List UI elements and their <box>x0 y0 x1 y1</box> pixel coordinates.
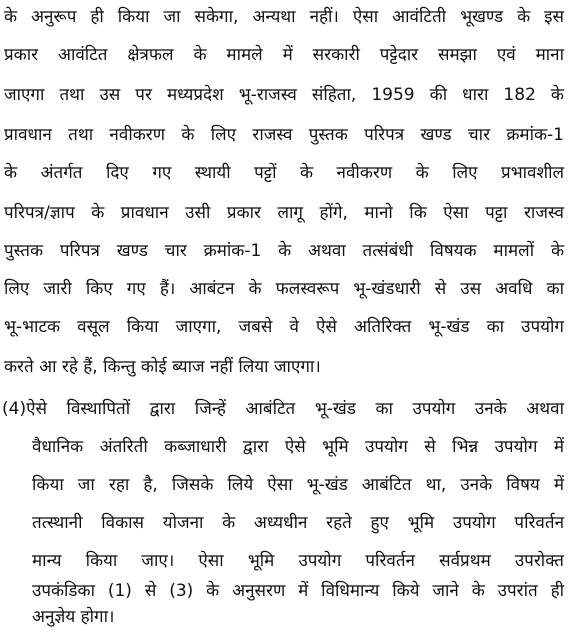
paragraph-1-line-4: प्रावधान तथा नवीकरण के लिए राजस्व पुस्तक परिपत्र खण्ड चार क्रमांक-1 <box>4 125 564 145</box>
paragraph-2-line-5: मान्य किया जाए। ऐसा भूमि उपयोग परिवर्तन सर्वप्रथम उपरोक्त <box>32 551 564 571</box>
paragraph-1-line-1: के अनुरूप ही किया जा सकेगा, अन्यथा नहीं। ऐसा आवंटिती भूखण्ड के इस <box>4 7 564 27</box>
paragraph-1-line-10: करते आ रहे हैं, किन्तु कोई ब्याज नहीं लिया जाएगा। <box>4 357 321 377</box>
paragraph-1-line-6: परिपत्र/ज्ञाप के प्रावधान उसी प्रकार लागू होंगे, मानो कि ऐसा पट्टा राजस्व <box>4 203 564 223</box>
paragraph-2-line-4: तत्स्थानी विकास योजना के अध्यधीन रहते हुए भूमि उपयोग परिवर्तन <box>32 513 564 533</box>
paragraph-2-line-1: (4)ऐसे विस्थापितों द्वारा जिन्हें आबंटित भू-खंड का उपयोग उनके अथवा <box>2 399 564 419</box>
paragraph-1-line-3: जाएगा तथा उस पर मध्यप्रदेश भू-राजस्व संहिता, 1959 की धारा 182 के <box>4 85 564 105</box>
paragraph-2-line-6: उपकंडिका (1) से (3) के अनुसरण में विधिमान्य किये जाने के उपरांत ही <box>32 581 564 601</box>
paragraph-1-line-5: के अंतर्गत दिए गए स्थायी पट्टों के नवीकरण के लिए प्रभावशील <box>4 163 564 183</box>
paragraph-2-line-7: अनुज्ञेय होगा। <box>32 607 115 627</box>
paragraph-1-line-8: लिए जारी किए गए हैं। आबंटन के फलस्वरूप भू-खंडधारी से उस अवधि का <box>4 279 564 299</box>
paragraph-1-line-9: भू-भाटक वसूल किया जाएगा, जबसे वे ऐसे अतिरिक्त भू-खंड का उपयोग <box>4 317 564 337</box>
paragraph-2-line-2: वैधानिक अंतरिती कब्जाधारी द्वारा ऐसे भूमि उपयोग से भिन्न उपयोग में <box>32 437 564 457</box>
paragraph-2-line-3: किया जा रहा है, जिसके लिये ऐसा भू-खंड आबंटित था, उनके विषय में <box>32 475 564 495</box>
paragraph-1-line-2: प्रकार आवंटित क्षेत्रफल के मामले में सरकारी पट्टेदार समझा एवं माना <box>4 45 564 65</box>
paragraph-1-line-7: पुस्तक परिपत्र खण्ड चार क्रमांक-1 के अथवा तत्संबंधी विषयक मामलों के <box>4 241 564 261</box>
